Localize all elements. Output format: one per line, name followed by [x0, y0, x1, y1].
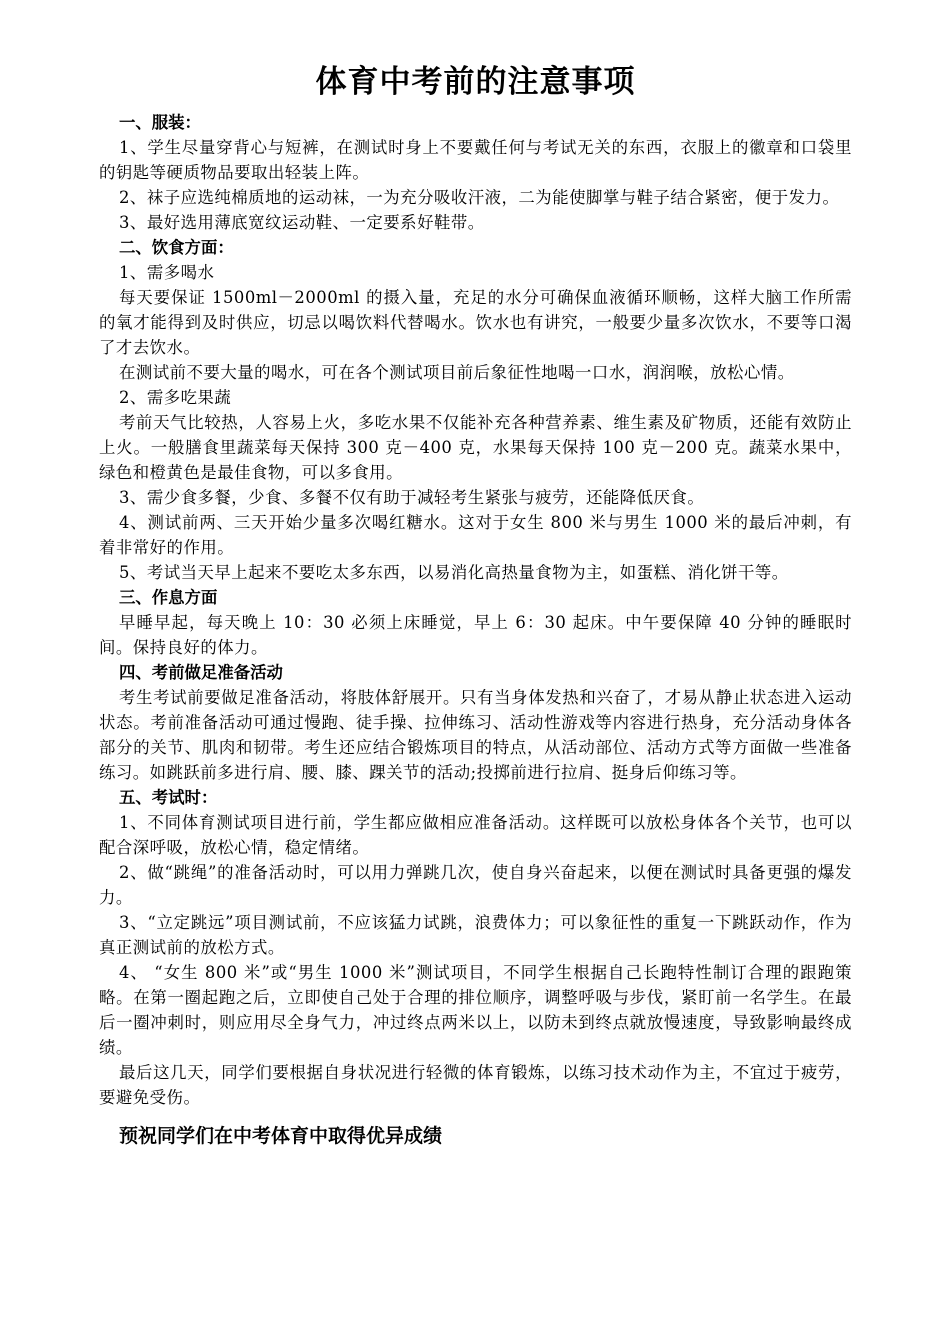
paragraph: 3、最好选用薄底宽纹运动鞋、一定要系好鞋带。: [119, 213, 485, 232]
paragraph: 2、袜子应选纯棉质地的运动袜，一为充分吸收汗液，二为能使脚掌与鞋子结合紧密，便于发力。: [119, 188, 840, 207]
section-heading: 二、饮食方面：: [119, 238, 234, 257]
document-title: 体育中考前的注意事项: [315, 64, 636, 100]
section-heading: 五、考试时：: [119, 788, 218, 807]
paragraph: 每天要保证 1500ml－2000ml 的摄入量，充足的水分可确保血液循环顺畅，这样大脑工作所需的氧才能得到及时供应，切忌以喝饮料代替喝水。饮水也有讲究，一般要少量多次饮水，不要等口渴了才去饮水。: [99, 288, 852, 357]
paragraph: 1、学生尽量穿背心与短裤，在测试时身上不要戴任何与考试无关的东西，衣服上的徽章和口袋里的钥匙等硬质物品要取出轻装上阵。: [99, 138, 852, 182]
paragraph: 4、测试前两、三天开始少量多次喝红糖水。这对于女生 800 米与男生 1000 米的最后冲刺，有着非常好的作用。: [99, 513, 852, 557]
paragraph: 5、考试当天早上起来不要吃太多东西，以易消化高热量食物为主，如蛋糕、消化饼干等。: [119, 563, 789, 582]
paragraph: 3、需少食多餐，少食、多餐不仅有助于减轻考生紧张与疲劳，还能降低厌食。: [119, 488, 705, 507]
paragraph: 在测试前不要大量的喝水，可在各个测试项目前后象征性地喝一口水，润润喉，放松心情。: [119, 363, 795, 382]
section-heading: 一、服装：: [119, 113, 201, 132]
paragraph: 早睡早起，每天晚上 10：30 必须上床睡觉，早上 6：30 起床。中午要保障 40 分钟的睡眠时间。保持良好的体力。: [99, 613, 852, 657]
paragraph: 3、“立定跳远”项目测试前，不应该猛力试跳，浪费体力；可以象征性的重复一下跳跃动作，作为真正测试前的放松方式。: [99, 913, 852, 957]
paragraph: 2、做“跳绳”的准备活动时，可以用力弹跳几次，使自身兴奋起来，以便在测试时具备更强的爆发力。: [99, 863, 852, 907]
section-clothing: [99, 110, 852, 235]
paragraph: 1、不同体育测试项目进行前，学生都应做相应准备活动。这样既可以放松身体各个关节，也可以配合深呼吸，放松心情，稳定情绪。: [99, 813, 852, 857]
paragraph: 考前天气比较热，人容易上火，多吃水果不仅能补充各种营养素、维生素及矿物质，还能有效防止上火。一般膳食里蔬菜每天保持 300 克－400 克，水果每天保持 100 克－200 克。蔬菜水果中，绿色和橙黄色是最佳食物，可以多食用。: [99, 413, 852, 482]
section-heading: 四、考前做足准备活动: [119, 663, 283, 682]
paragraph: 考生考试前要做足准备活动，将肢体舒展开。只有当身体发热和兴奋了，才易从静止状态进入运动状态。考前准备活动可通过慢跑、徒手操、拉伸练习、活动性游戏等内容进行热身，充分活动身体各部分的关节、肌肉和韧带。考生还应结合锻炼项目的特点，从活动部位、活动方式等方面做一些准备练习。如跳跃前多进行肩、腰、膝、踝关节的活动;投掷前进行拉肩、挺身后仰练习等。: [99, 688, 852, 782]
paragraph: 2、需多吃果蔬: [119, 388, 232, 407]
section-heading: 三、作息方面: [119, 588, 218, 607]
closing-wish: 预祝同学们在中考体育中取得优异成绩: [119, 1125, 443, 1147]
section-warmup: [99, 660, 852, 785]
paragraph: 4、 “女生 800 米”或“男生 1000 米”测试项目，不同学生根据自己长跑特性制订合理的跟跑策略。在第一圈起跑之后，立即使自己处于合理的排位顺序，调整呼吸与步伐，紧盯前一名学生。在最后一圈冲刺时，则应用尽全身气力，冲过终点两米以上，以防未到终点就放慢速度，导致影响最终成绩。: [99, 963, 852, 1057]
section-during-exam: [99, 785, 852, 1110]
paragraph: 1、需多喝水: [119, 263, 215, 282]
section-schedule: [99, 585, 852, 660]
section-diet: [99, 235, 852, 585]
paragraph: 最后这几天，同学们要根据自身状况进行轻微的体育锻炼，以练习技术动作为主，不宜过于疲劳，要避免受伤。: [99, 1063, 852, 1107]
